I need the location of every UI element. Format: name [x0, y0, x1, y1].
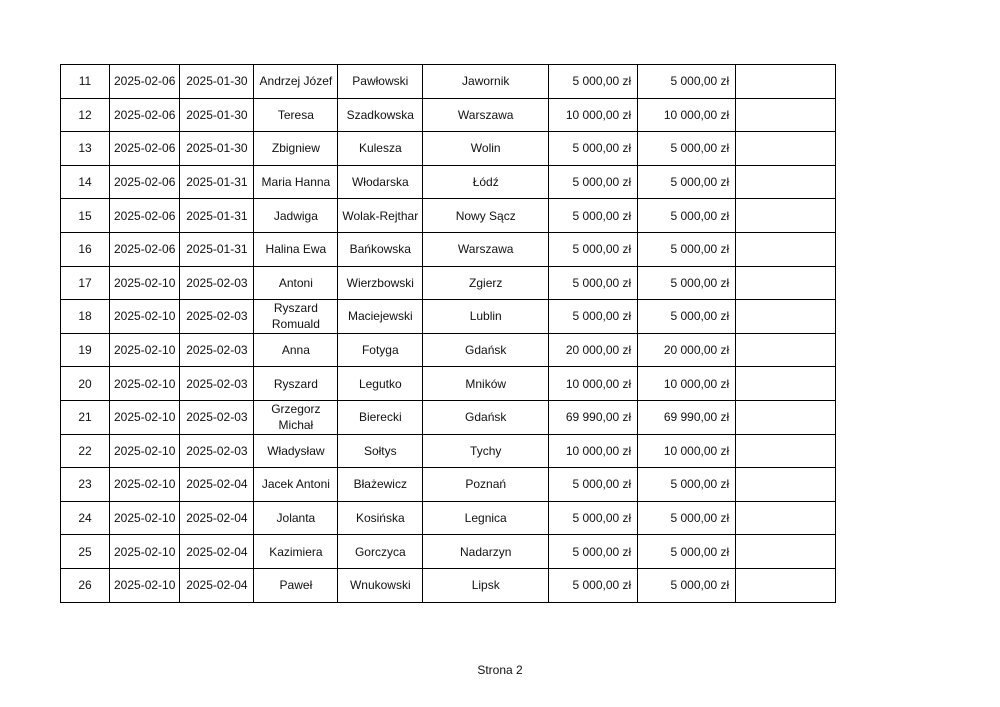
cell-note — [736, 434, 836, 468]
cell-lp: 23 — [61, 468, 110, 502]
cell-date-2: 2025-01-31 — [180, 232, 254, 266]
cell-first-name: Antoni — [254, 266, 338, 300]
cell-last-name: Wnukowski — [338, 568, 423, 602]
cell-amount-1: 5 000,00 zł — [549, 300, 638, 334]
table-row — [61, 333, 836, 367]
cell-first-name: Zbigniew — [254, 132, 338, 166]
cell-city: Mników — [423, 367, 549, 401]
cell-city: Łódź — [423, 165, 549, 199]
cell-lp: 19 — [61, 333, 110, 367]
cell-amount-1: 5 000,00 zł — [549, 65, 638, 99]
cell-first-name: Maria Hanna — [254, 165, 338, 199]
cell-note — [736, 535, 836, 569]
table-row — [61, 165, 836, 199]
cell-lp: 14 — [61, 165, 110, 199]
cell-first-name: Paweł — [254, 568, 338, 602]
cell-last-name: Legutko — [338, 367, 423, 401]
cell-date-2: 2025-02-03 — [180, 400, 254, 434]
cell-last-name: Szadkowska — [338, 98, 423, 132]
cell-amount-1: 10 000,00 zł — [549, 367, 638, 401]
cell-last-name: Bańkowska — [338, 232, 423, 266]
cell-amount-2: 20 000,00 zł — [638, 333, 736, 367]
cell-date-1: 2025-02-10 — [110, 568, 180, 602]
cell-date-2: 2025-02-04 — [180, 568, 254, 602]
cell-city: Lipsk — [423, 568, 549, 602]
cell-note — [736, 367, 836, 401]
cell-first-name: Anna — [254, 333, 338, 367]
cell-city: Tychy — [423, 434, 549, 468]
cell-amount-2: 69 990,00 zł — [638, 400, 736, 434]
cell-date-1: 2025-02-10 — [110, 300, 180, 334]
table-row — [61, 266, 836, 300]
cell-first-name: Jacek Antoni — [254, 468, 338, 502]
table-row — [61, 535, 836, 569]
cell-lp: 15 — [61, 199, 110, 233]
table-row — [61, 468, 836, 502]
cell-amount-2: 5 000,00 zł — [638, 501, 736, 535]
cell-first-name: Ryszard Romuald — [254, 300, 338, 334]
cell-date-1: 2025-02-06 — [110, 232, 180, 266]
cell-note — [736, 568, 836, 602]
cell-last-name: Kulesza — [338, 132, 423, 166]
cell-date-1: 2025-02-10 — [110, 468, 180, 502]
cell-lp: 16 — [61, 232, 110, 266]
cell-amount-2: 5 000,00 zł — [638, 65, 736, 99]
cell-amount-1: 20 000,00 zł — [549, 333, 638, 367]
cell-lp: 11 — [61, 65, 110, 99]
cell-last-name: Błażewicz — [338, 468, 423, 502]
cell-date-2: 2025-02-03 — [180, 300, 254, 334]
cell-last-name: Włodarska — [338, 165, 423, 199]
table-row — [61, 300, 836, 334]
cell-city: Zgierz — [423, 266, 549, 300]
table-row — [61, 434, 836, 468]
cell-last-name: Fotyga — [338, 333, 423, 367]
donations-table — [60, 64, 836, 603]
cell-lp: 26 — [61, 568, 110, 602]
cell-note — [736, 98, 836, 132]
cell-amount-2: 5 000,00 zł — [638, 535, 736, 569]
cell-lp: 13 — [61, 132, 110, 166]
table-row — [61, 199, 836, 233]
cell-last-name: Wierzbowski — [338, 266, 423, 300]
cell-amount-1: 5 000,00 zł — [549, 568, 638, 602]
cell-amount-1: 5 000,00 zł — [549, 132, 638, 166]
cell-note — [736, 132, 836, 166]
cell-date-2: 2025-01-31 — [180, 199, 254, 233]
cell-amount-1: 5 000,00 zł — [549, 232, 638, 266]
cell-amount-1: 5 000,00 zł — [549, 468, 638, 502]
table-row — [61, 400, 836, 434]
cell-last-name: Gorczyca — [338, 535, 423, 569]
cell-date-1: 2025-02-10 — [110, 535, 180, 569]
cell-amount-1: 5 000,00 zł — [549, 266, 638, 300]
cell-note — [736, 266, 836, 300]
cell-date-1: 2025-02-10 — [110, 501, 180, 535]
cell-amount-2: 10 000,00 zł — [638, 434, 736, 468]
cell-last-name: Kosińska — [338, 501, 423, 535]
cell-date-2: 2025-01-30 — [180, 65, 254, 99]
cell-amount-1: 10 000,00 zł — [549, 98, 638, 132]
cell-lp: 20 — [61, 367, 110, 401]
cell-first-name: Jadwiga — [254, 199, 338, 233]
cell-date-1: 2025-02-06 — [110, 132, 180, 166]
table-row — [61, 65, 836, 99]
cell-first-name: Teresa — [254, 98, 338, 132]
cell-lp: 22 — [61, 434, 110, 468]
cell-first-name: Andrzej Józef — [254, 65, 338, 99]
cell-last-name: Bierecki — [338, 400, 423, 434]
table-row — [61, 132, 836, 166]
cell-amount-2: 5 000,00 zł — [638, 199, 736, 233]
cell-first-name: Kazimiera — [254, 535, 338, 569]
cell-date-2: 2025-02-04 — [180, 468, 254, 502]
table-row — [61, 568, 836, 602]
cell-amount-1: 69 990,00 zł — [549, 400, 638, 434]
cell-amount-1: 5 000,00 zł — [549, 199, 638, 233]
cell-first-name: Halina Ewa — [254, 232, 338, 266]
cell-date-1: 2025-02-10 — [110, 367, 180, 401]
cell-amount-2: 10 000,00 zł — [638, 367, 736, 401]
cell-lp: 12 — [61, 98, 110, 132]
cell-amount-2: 5 000,00 zł — [638, 300, 736, 334]
cell-city: Legnica — [423, 501, 549, 535]
cell-date-2: 2025-02-04 — [180, 535, 254, 569]
cell-amount-2: 5 000,00 zł — [638, 468, 736, 502]
table-row — [61, 232, 836, 266]
cell-date-1: 2025-02-10 — [110, 333, 180, 367]
cell-date-1: 2025-02-06 — [110, 199, 180, 233]
cell-lp: 17 — [61, 266, 110, 300]
cell-date-2: 2025-02-03 — [180, 434, 254, 468]
cell-city: Wolin — [423, 132, 549, 166]
cell-amount-2: 5 000,00 zł — [638, 232, 736, 266]
cell-amount-2: 10 000,00 zł — [638, 98, 736, 132]
cell-city: Poznań — [423, 468, 549, 502]
cell-lp: 18 — [61, 300, 110, 334]
cell-date-2: 2025-01-31 — [180, 165, 254, 199]
cell-lp: 21 — [61, 400, 110, 434]
cell-city: Lublin — [423, 300, 549, 334]
cell-amount-1: 10 000,00 zł — [549, 434, 638, 468]
table-row — [61, 98, 836, 132]
cell-date-2: 2025-02-03 — [180, 333, 254, 367]
cell-lp: 24 — [61, 501, 110, 535]
cell-date-2: 2025-02-03 — [180, 367, 254, 401]
cell-city: Nowy Sącz — [423, 199, 549, 233]
cell-date-1: 2025-02-06 — [110, 98, 180, 132]
cell-last-name: Maciejewski — [338, 300, 423, 334]
cell-amount-2: 5 000,00 zł — [638, 132, 736, 166]
cell-note — [736, 165, 836, 199]
cell-note — [736, 468, 836, 502]
cell-date-2: 2025-02-04 — [180, 501, 254, 535]
cell-city: Warszawa — [423, 98, 549, 132]
cell-amount-1: 5 000,00 zł — [549, 501, 638, 535]
cell-amount-1: 5 000,00 zł — [549, 535, 638, 569]
cell-first-name: Jolanta — [254, 501, 338, 535]
cell-city: Gdańsk — [423, 400, 549, 434]
cell-city: Warszawa — [423, 232, 549, 266]
cell-last-name: Wolak-Rejthar — [338, 199, 423, 233]
cell-date-1: 2025-02-10 — [110, 434, 180, 468]
cell-date-1: 2025-02-06 — [110, 65, 180, 99]
table-row — [61, 501, 836, 535]
cell-note — [736, 199, 836, 233]
table-row — [61, 367, 836, 401]
cell-date-2: 2025-02-03 — [180, 266, 254, 300]
cell-lp: 25 — [61, 535, 110, 569]
cell-amount-2: 5 000,00 zł — [638, 266, 736, 300]
cell-date-1: 2025-02-10 — [110, 266, 180, 300]
cell-city: Gdańsk — [423, 333, 549, 367]
cell-note — [736, 232, 836, 266]
cell-amount-1: 5 000,00 zł — [549, 165, 638, 199]
cell-last-name: Sołtys — [338, 434, 423, 468]
cell-city: Nadarzyn — [423, 535, 549, 569]
cell-first-name: Władysław — [254, 434, 338, 468]
cell-city: Jawornik — [423, 65, 549, 99]
cell-note — [736, 400, 836, 434]
cell-date-1: 2025-02-06 — [110, 165, 180, 199]
cell-first-name: Ryszard — [254, 367, 338, 401]
cell-date-1: 2025-02-10 — [110, 400, 180, 434]
cell-amount-2: 5 000,00 zł — [638, 165, 736, 199]
cell-amount-2: 5 000,00 zł — [638, 568, 736, 602]
cell-date-2: 2025-01-30 — [180, 98, 254, 132]
cell-last-name: Pawłowski — [338, 65, 423, 99]
page-number: Strona 2 — [477, 663, 523, 677]
cell-first-name: Grzegorz Michał — [254, 400, 338, 434]
cell-note — [736, 501, 836, 535]
cell-note — [736, 300, 836, 334]
table-body — [61, 65, 836, 603]
cell-note — [736, 65, 836, 99]
cell-date-2: 2025-01-30 — [180, 132, 254, 166]
cell-note — [736, 333, 836, 367]
